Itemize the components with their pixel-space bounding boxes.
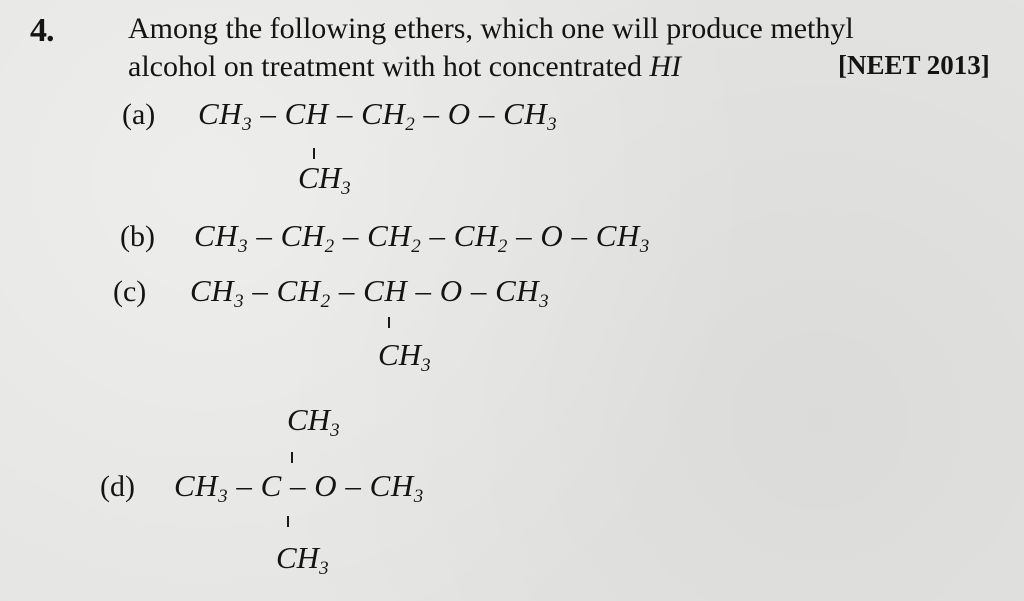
option-b-formula: $CH_3 - CH_2 - CH_2 - CH_2$ – O – $CH_3$ [194, 218, 650, 257]
question-text-line-2 [128, 50, 681, 84]
option-d-top-bond [291, 452, 293, 463]
exam-source-tag: [NEET 2013] [838, 50, 990, 80]
option-c-label: (c) [113, 275, 147, 308]
option-b-label: (b) [120, 220, 155, 253]
option-c-branch: $CH_3$ [378, 337, 431, 376]
option-a-branch: $CH_3$ [298, 160, 351, 199]
option-d-bottom-bond [287, 516, 289, 527]
option-d-top-branch: $CH_3$ [287, 402, 340, 441]
option-d-bottom-branch: $CH_3$ [276, 540, 329, 579]
option-a-label: (a) [122, 98, 156, 131]
option-a-branch-bond [313, 148, 315, 159]
question-number: 4. [30, 12, 54, 49]
option-d-label: (d) [100, 470, 135, 503]
question-text-line-2-prefix: alcohol on treatment with hot concentrated [128, 50, 650, 83]
option-a-formula: $CH_3$ – CH – $CH_2$ – O – $CH_3$ [198, 96, 558, 135]
question-text-line-1: Among the following ethers, which one will produce methyl [128, 12, 854, 45]
option-d-formula: $CH_3$ – C – O – $CH_3$ [174, 468, 424, 507]
question-reagent: HI [649, 50, 682, 83]
option-c-branch-bond [388, 317, 390, 328]
option-c-formula: $CH_3 - CH_2$ – CH – O – $CH_3$ [190, 273, 550, 312]
